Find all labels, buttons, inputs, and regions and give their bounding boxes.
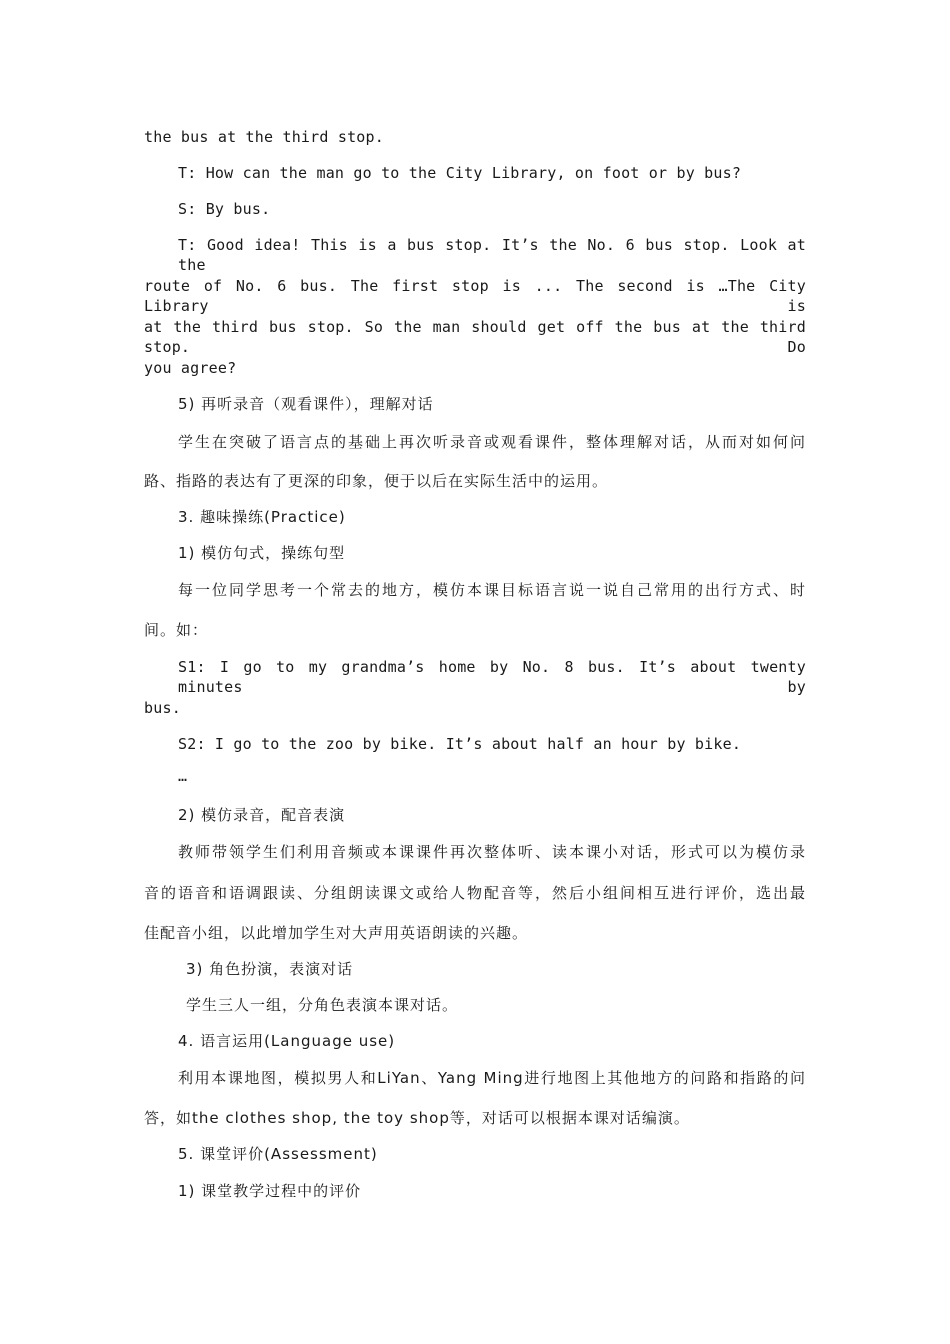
ellipsis-line: … [178,767,188,785]
section-heading: 3. 趣味操练(Practice) [178,508,346,526]
body-text-line: 利用本课地图，模拟男人和LiYan、Yang Ming进行地图上其他地方的问路和指路的问 [178,1069,806,1087]
step-heading: 2) 模仿录音，配音表演 [178,806,346,824]
body-text-line: 学生三人一组，分角色表演本课对话。 [186,996,459,1014]
body-text-line: 教师带领学生们利用音频或本课课件再次整体听、读本课小对话，形式可以为模仿录 [178,843,806,861]
dialogue-line: T: How can the man go to the City Library, on foot or by bus? [178,164,742,182]
body-text-line: 学生在突破了语言点的基础上再次听录音或观看课件，整体理解对话，从而对如何问 [178,433,806,451]
section-heading: 4. 语言运用(Language use) [178,1032,396,1050]
body-text-line: you agree? [144,359,237,377]
body-text-line: at the third bus stop. So the man should get off the bus at the third stop. Do [144,318,806,356]
dialogue-line: S1: I go to my grandma’s home by No. 8 bus. It’s about twenty minutes by [178,658,806,696]
body-text-line: 路、指路的表达有了更深的印象，便于以后在实际生活中的运用。 [144,472,609,490]
body-text-line: the bus at the third stop. [144,128,384,146]
step-heading: 1) 模仿句式，操练句型 [178,544,346,562]
step-heading: 5) 再听录音（观看课件），理解对话 [178,395,434,413]
body-text-line: 佳配音小组，以此增加学生对大声用英语朗读的兴趣。 [144,924,529,942]
section-heading: 5. 课堂评价(Assessment) [178,1145,378,1163]
dialogue-line: S: By bus. [178,200,271,218]
step-heading: 1) 课堂教学过程中的评价 [178,1182,362,1200]
dialogue-line: T: Good idea! This is a bus stop. It’s the No. 6 bus stop. Look at the [178,236,806,274]
step-heading: 3) 角色扮演，表演对话 [186,960,354,978]
body-text-line: 每一位同学思考一个常去的地方，模仿本课目标语言说一说自己常用的出行方式、时 [178,581,806,599]
dialogue-line: S2: I go to the zoo by bike. It’s about half an hour by bike. [178,735,742,753]
body-text-line: 音的语音和语调跟读、分组朗读课文或给人物配音等，然后小组间相互进行评价，选出最 [144,884,806,902]
body-text-line: route of No. 6 bus. The first stop is ... The second is …The City Library is [144,277,806,315]
body-text-line: 答，如the clothes shop, the toy shop等，对话可以根据本课对话编演。 [144,1109,690,1127]
body-text-line: bus. [144,699,181,717]
body-text-line: 间。如： [144,621,209,639]
